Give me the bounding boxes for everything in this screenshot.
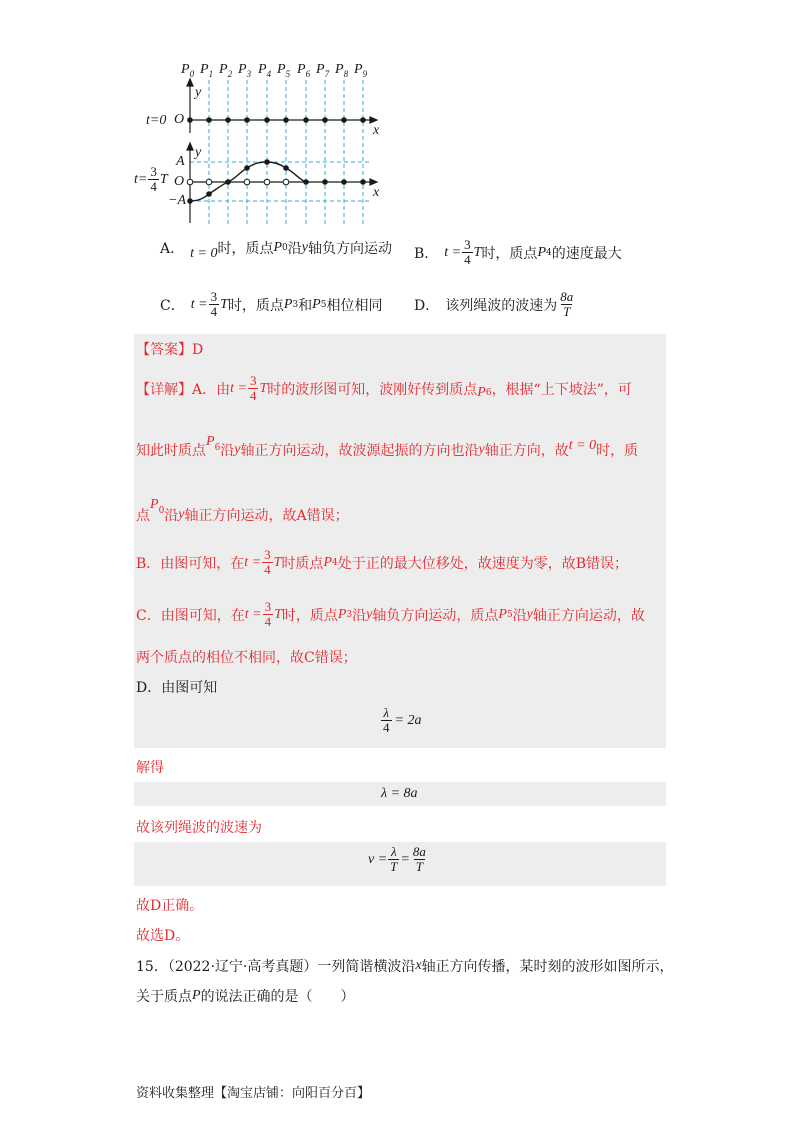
origin-top: O bbox=[174, 112, 185, 127]
label-p8: $P_8$ bbox=[335, 62, 349, 79]
footer: 资料收集整理【淘宝店铺：向阳百分百】 bbox=[136, 1086, 371, 1101]
row1-time-label: t=0 bbox=[146, 113, 167, 128]
y-label-bottom: y bbox=[195, 145, 202, 160]
amplitude-label: A bbox=[176, 154, 185, 169]
dot-r1-p3 bbox=[244, 117, 250, 123]
q15-line-1: 15．（2022·辽宁·高考真题）一列简谐横波沿 x 轴正方向传播，某时刻的波形如图所示， bbox=[136, 958, 674, 975]
dot-r1-p4 bbox=[264, 117, 270, 123]
equation-1: $\frac{\lambda}{4}$ = 2a bbox=[383, 705, 422, 735]
dot-r1-p7 bbox=[322, 117, 328, 123]
label-p6: $P_6$ bbox=[297, 62, 311, 79]
y-label-top: y bbox=[195, 85, 202, 100]
dot-r1-p2 bbox=[225, 117, 231, 123]
dot-r2-p7 bbox=[322, 179, 328, 185]
detail-b: B．由图可知，在 t = $\frac{3}{4}$ T 时质点 P 4 处于正的最大位移处，故速度为零，故B错误； bbox=[136, 547, 629, 577]
dot-r1-p8 bbox=[341, 117, 347, 123]
origin-bottom: O bbox=[174, 174, 185, 189]
label-p5: $P_5$ bbox=[277, 62, 291, 79]
dot-r2-p5 bbox=[283, 165, 289, 171]
option-d: D． 该列绳波的波速为 $\frac{8a}{T}$ bbox=[414, 289, 574, 319]
label-p0: $P_0$ bbox=[181, 62, 195, 79]
correct-line: 故D正确。 bbox=[136, 898, 204, 914]
detail-line-2: 知此时质点 P $_6$ 沿 y 轴正方向运动，故波源起振的方向也沿 y 轴正方向，故 t = 0 时，质 bbox=[136, 434, 639, 459]
detail-c: C．由图可知，在 t = $\frac{3}{4}$ T 时，质点 P 3 沿 y 轴负方向运动，质点 P 5 沿 y 轴正方向运动，故 bbox=[136, 599, 645, 629]
label-p1: $P_1$ bbox=[200, 62, 214, 79]
dot-r1-p6 bbox=[303, 117, 309, 123]
q15-line-2: 关于质点 P 的说法正确的是（ ） bbox=[136, 988, 355, 1005]
x-label-top: x bbox=[373, 123, 380, 138]
hollow-p4 bbox=[264, 179, 270, 185]
hollow-p5 bbox=[283, 179, 289, 185]
speed-label: 故该列绳波的波速为 bbox=[136, 820, 262, 836]
row2-time-label: t= $\frac{3}{4}$ T bbox=[134, 164, 168, 194]
label-p2: $P_2$ bbox=[219, 62, 233, 79]
dot-r2-p4 bbox=[264, 159, 270, 165]
equation-2: λ = 8a bbox=[381, 786, 418, 801]
option-b: B． t = $\frac{3}{4}$ T 时，质点 P 4 的速度最大 bbox=[414, 237, 622, 267]
dot-r2-p6 bbox=[303, 179, 309, 185]
detail-c-line-2: 两个质点的相位不相同，故C错误； bbox=[136, 650, 357, 666]
dot-r2-p8 bbox=[341, 179, 347, 185]
label-p4: $P_4$ bbox=[258, 62, 272, 79]
hollow-p0 bbox=[187, 179, 193, 185]
label-p9: $P_9$ bbox=[354, 62, 368, 79]
equation-3: v = $\frac{\lambda}{T}$ = $\frac{8a}{T}$ bbox=[368, 844, 426, 874]
wave-figure bbox=[130, 55, 390, 230]
dot-r1-p0 bbox=[187, 117, 193, 123]
label-p3: $P_3$ bbox=[238, 62, 252, 79]
dot-r2-p9 bbox=[360, 179, 366, 185]
dot-r2-p0 bbox=[187, 198, 193, 204]
dot-r2-p1 bbox=[206, 191, 212, 197]
dot-r1-p9 bbox=[360, 117, 366, 123]
option-c: C． t = $\frac{3}{4}$ T 时，质点 P 3 和 P 5 相位相同 bbox=[160, 289, 383, 319]
label-p7: $P_7$ bbox=[316, 62, 330, 79]
option-a: A． t = 0 时，质点 P 0 沿 y 轴负方向运动 bbox=[160, 240, 392, 261]
hollow-p3 bbox=[244, 179, 250, 185]
detail-line-3: 点 P $_0$ 沿 y 轴正方向运动，故A错误； bbox=[136, 497, 349, 524]
x-label-bottom: x bbox=[373, 185, 380, 200]
dot-r2-p3 bbox=[244, 165, 250, 171]
answer-label: 【答案】D bbox=[136, 342, 204, 358]
hollow-p1 bbox=[206, 179, 212, 185]
choose-line: 故选D。 bbox=[136, 928, 190, 944]
dot-r1-p1 bbox=[206, 117, 212, 123]
neg-amplitude-label: −A bbox=[168, 193, 186, 208]
dot-r1-p5 bbox=[283, 117, 289, 123]
dot-r2-p2 bbox=[225, 179, 231, 185]
solve-label: 解得 bbox=[136, 760, 164, 776]
detail-line-1: 【详解】 A．由 t = $\frac{3}{4}$ T 时的波形图可知，波刚好传到质点 P $_6$ ，根据“上下坡法”，可 bbox=[136, 373, 632, 403]
detail-d: D．由图可知 bbox=[136, 680, 218, 696]
